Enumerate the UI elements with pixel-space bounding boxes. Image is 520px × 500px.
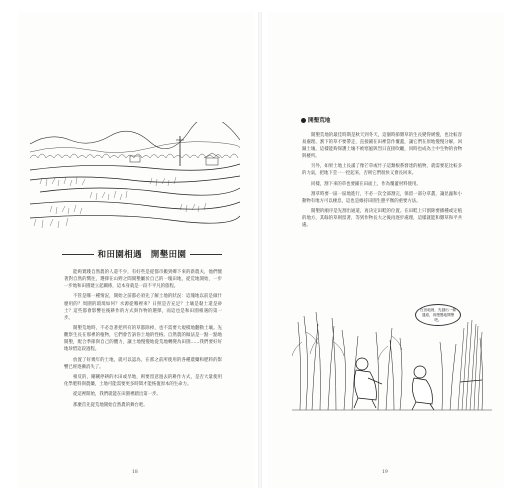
chapter-heading [62, 247, 222, 261]
heading-rule-left [62, 254, 94, 255]
paragraph: 同樣，割下來的草也要鋪在田面上，作為覆蓋材料使用。 [311, 181, 421, 187]
paragraph: 能夠實踐自然農的人還不少，有好些是從都市搬到鄉下來的新農夫，他們懷著對自然的嚮往，選擇在山野之間開墾屬於自己的一塊田地，從荒地開始，一步一步地和田園建立起關係，這本身就是一段不平凡的旅程。 [64, 270, 222, 290]
left-body-text [64, 269, 222, 412]
speech-bubble: 在田地裡，先割出一條通道，再慢慢地開墾吧。 [415, 304, 461, 326]
bullet-icon [301, 118, 306, 123]
page-number: 18 [132, 470, 138, 475]
paragraph: 另外，如果土地上長滿了像芒草或竹子這類根系發達的植物，就需要花比較多的力氣，把地下莖一一挖起來，否則它們很快又會長回來。 [302, 164, 462, 177]
right-body-text [302, 132, 462, 232]
paragraph: 從這裡開始，我們就能在田園裡踏出第一步。 [73, 392, 161, 398]
rice-terrace-illustration [30, 122, 240, 232]
clearing-grass-illustration [292, 302, 492, 412]
left-page [18, 12, 254, 488]
book-gutter [258, 12, 262, 488]
section-title-text: 開墾荒地 [308, 118, 331, 124]
right-page [268, 12, 504, 488]
paragraph: 割草時要一區一區地進行，不必一次全部割完，保留一部分草叢，讓昆蟲和小動物有地方可以棲息，這也是維持田園生態平衡的重要方法。 [302, 191, 462, 204]
section-title [301, 116, 330, 124]
paragraph: 開墾的順序是先割出通道，再決定田畦的位置。在田畦上只割除要播種或定植的地方，其餘的草則留著，等到作物長大之後再逐步處理，這樣就能和雜草和平共處。 [302, 208, 462, 229]
page-number: 19 [382, 470, 388, 475]
paragraph: 相反的，剛剛停耕的水田或旱地，則要留意過去的耕作方式，是否大量使用化學肥料與農藥，土地可能需要更多時間才能恢復原本的生命力。 [64, 374, 222, 388]
paragraph: 不管是哪一種情況，開始之前都必須先了解土地的狀況：這塊地以前是做什麼用的？周圍的環境如何？水源從哪裡來？日照是否充足？土壤是黏土還是砂土？這些都會影響往後耕作的方式與作物的選擇，而這也是和田園相遇的第一步。 [64, 294, 222, 321]
paragraph: 開墾荒地的最佳時期是秋天到冬天，這個時節雜草的生長變得緩慢，也比較容易處理。割下的草不要帶走，直接鋪在田裡當作覆蓋，讓它們在原地慢慢分解，回歸土壤，這樣能夠保護土壤不被寒風與烈日直接吹曬，同時也成為土中生物的食物與棲所。 [302, 133, 462, 160]
paragraph: 開墾荒地時，不必急著把所有的草都除掉，也不需要大規模地翻動土壤。先觀察生長在那裡的植物，它們會告訴你土地的性格。自然農的做法是一點一點地開墾，配合季節與自己的體力，讓土地慢慢地從荒地轉變為田園……我們要好好地珍惜這段過程。 [64, 326, 222, 353]
paragraph: 放置了好幾年的土地，就可以認為，在那之前所使用的各種農藥和肥料的影響已經逐漸消失了。 [64, 357, 222, 370]
heading-rule-right [190, 254, 222, 255]
heading-text: 和田園相遇 開墾田園 [97, 249, 187, 259]
paragraph: 那麼首先從荒地開始自然農的舞台吧。 [73, 402, 148, 408]
book-spread [12, 12, 508, 488]
